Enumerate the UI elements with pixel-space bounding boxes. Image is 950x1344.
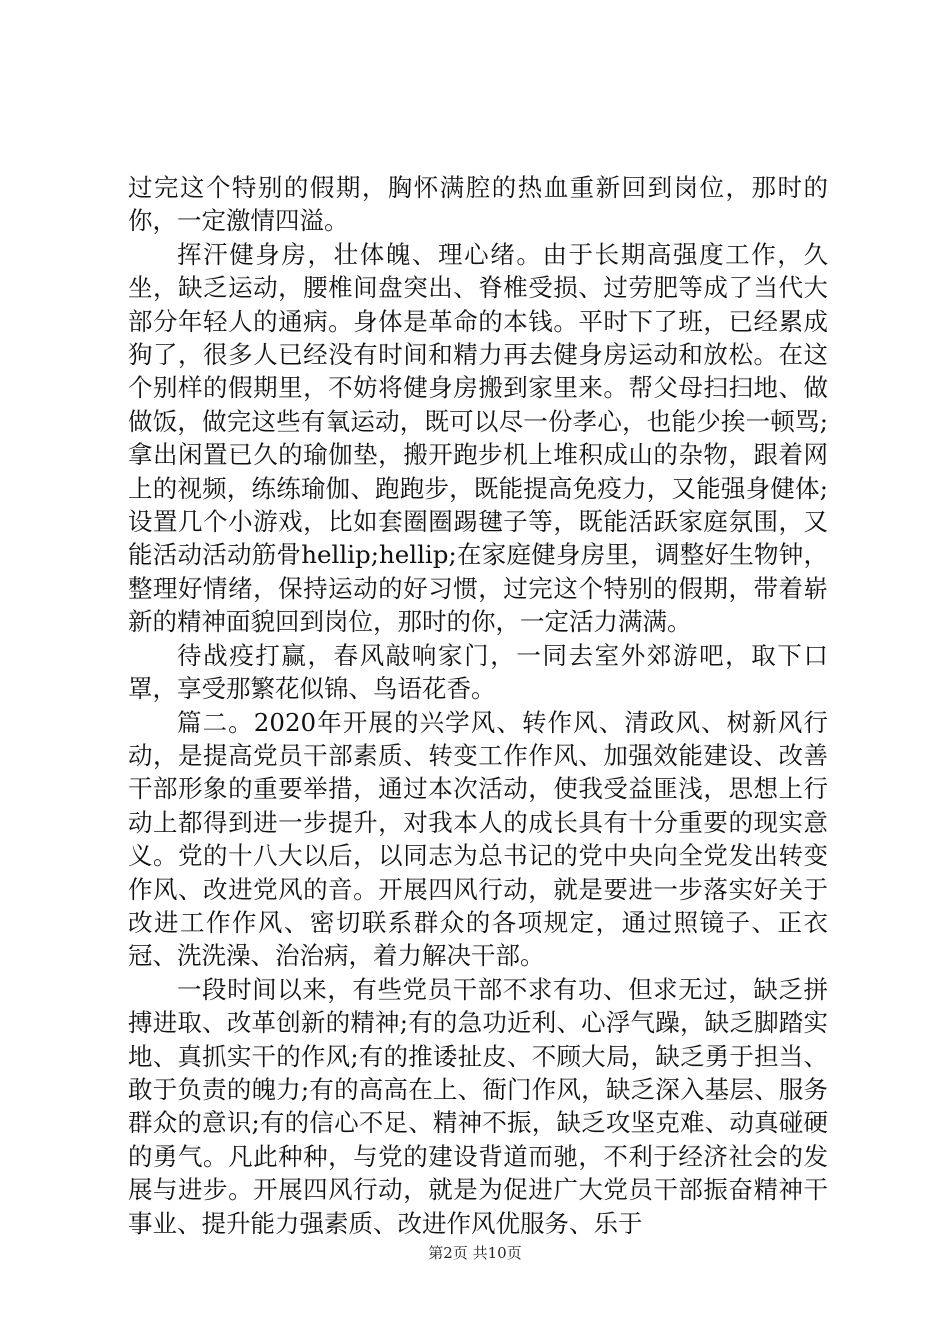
- paragraph-part-two: 篇二。2020年开展的兴学风、转作风、清政风、树新风行动，是提高党员干部素质、转变工作作风、加强效能建设、改善干部形象的重要举措，通过本次活动，使我受益匪浅，思想上行动上都得到进一步提升，对我本人的成长具有十分重要的现实意义。党的十八大以后，以同志为总书记的党中央向全党发出转变作风、改进党风的音。开展四风行动，就是要进一步落实好关于改进工作作风、密切联系群众的各项规定，通过照镜子、正衣冠、洗洗澡、治治病，着力解决干部。: [128, 707, 828, 971]
- paragraph-outing: 待战疫打赢，春风敲响家门，一同去室外郊游吧，取下口罩，享受那繁花似锦、鸟语花香。: [128, 640, 828, 704]
- paragraph-gym: 挥汗健身房，壮体魄、理心绪。由于长期高强度工作，久坐，缺乏运动，腰椎间盘突出、脊椎受损、过劳肥等成了当代大部分年轻人的通病。身体是革命的本钱。平时下了班，已经累成狗了，很多人已经没有时间和精力再去健身房运动和放松。在这个别样的假期里，不妨将健身房搬到家里来。帮父母扫扫地、做做饭，做完这些有氧运动，既可以尽一份孝心，也能少挨一顿骂;拿出闲置已久的瑜伽垫，搬开跑步机上堆积成山的杂物，跟着网上的视频，练练瑜伽、跑跑步，既能提高免疫力，又能强身健体;设置几个小游戏，比如套圈圈踢毽子等，既能活跃家庭氛围，又能活动活动筋骨hellip;hellip;在家庭健身房里，调整好生物钟，整理好情绪，保持运动的好习惯，过完这个特别的假期，带着崭新的精神面貌回到岗位，那时的你，一定活力满满。: [128, 239, 828, 637]
- document-body: [128, 171, 828, 1240]
- paragraph-cadre-issues: 一段时间以来，有些党员干部不求有功、但求无过，缺乏拼搏进取、改革创新的精神;有的急功近利、心浮气躁，缺乏脚踏实地、真抓实干的作风;有的推诿扯皮、不顾大局，缺乏勇于担当、敢于负责的魄力;有的高高在上、衙门作风，缺乏深入基层、服务群众的意识;有的信心不足、精神不振，缺乏攻坚克难、动真碰硬的勇气。凡此种种，与党的建设背道而驰，不利于经济社会的发展与进步。开展四风行动，就是为促进广大党员干部振奋精神干事业、提升能力强素质、改进作风优服务、乐于: [128, 974, 828, 1238]
- paragraph-continuation: 过完这个特别的假期，胸怀满腔的热血重新回到岗位，那时的你，一定激情四溢。: [128, 173, 828, 236]
- page-number-footer: 第2页 共10页: [428, 1244, 522, 1262]
